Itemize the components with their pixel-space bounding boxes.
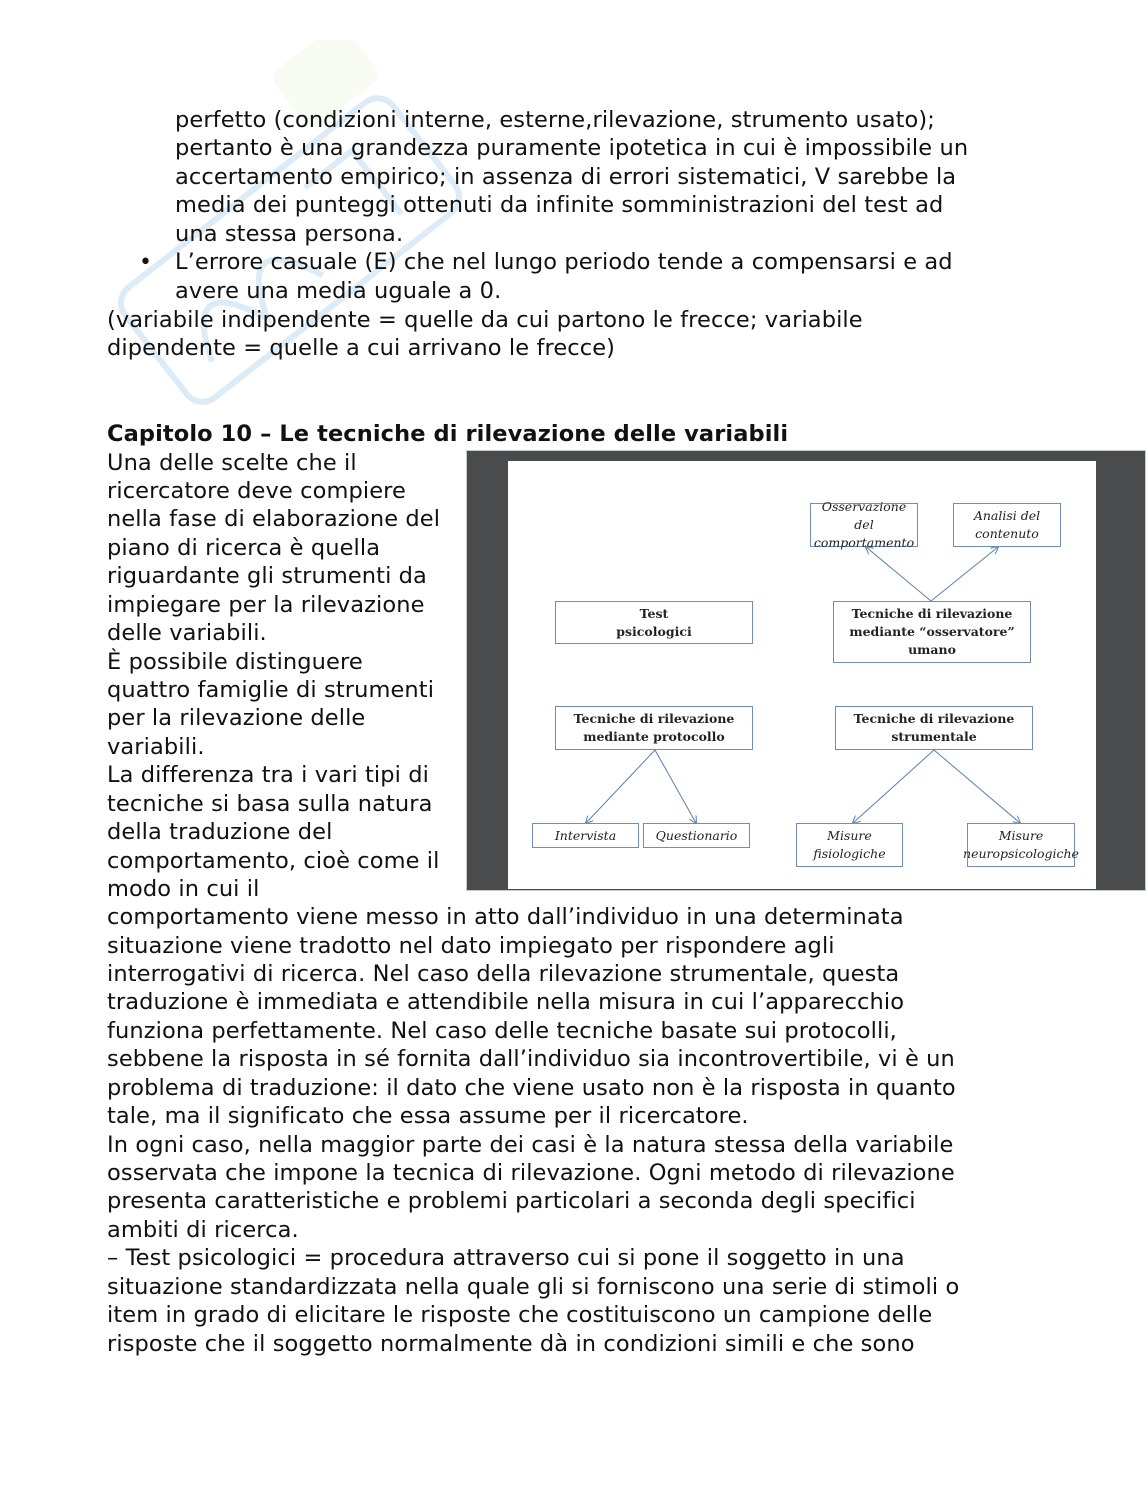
box-label: Tecniche di rilevazione (853, 711, 1015, 726)
box-label: mediante protocollo (583, 729, 725, 744)
box-label: Analisi del (973, 508, 1041, 523)
side-text-line: tecniche si basa sulla natura (107, 791, 433, 817)
note-line: dipendente = quelle a cui arrivano le frecce) (107, 335, 616, 361)
side-text-line: riguardante gli strumenti da (107, 563, 427, 589)
bullet-text-line: L’errore casuale (E) che nel lungo periodo tende a compensarsi e ad (175, 249, 953, 275)
body-text-line: – Test psicologici = procedura attraverso cui si pone il soggetto in una (107, 1245, 905, 1271)
observation-box (810, 499, 918, 550)
box-label: strumentale (891, 729, 977, 744)
bullet-text-line: avere una media uguale a 0. (175, 278, 502, 304)
body-text-line: presenta caratteristiche e problemi particolari a seconda degli specifici (107, 1188, 916, 1214)
body-text-line: sebbene la risposta in sé fornita dall’individuo sia incontrovertibile, vi è un (107, 1046, 955, 1072)
human-observer-box (833, 601, 1031, 663)
questionnaire-box (643, 823, 750, 848)
side-text-line: quattro famiglie di strumenti (107, 677, 435, 703)
body-text-line: tale, ma il significato che essa assume per il ricercatore. (107, 1103, 749, 1129)
box-label: neuropsicologiche (963, 846, 1079, 861)
body-text-line: traduzione è immediata e attendibile nella misura in cui l’apparecchio (107, 989, 905, 1015)
body-text-line: situazione standardizzata nella quale gli si forniscono una serie di stimoli o (107, 1274, 960, 1300)
box-label: psicologici (616, 623, 692, 639)
physiological-box (796, 823, 903, 867)
chapter-title: Capitolo 10 – Le tecniche di rilevazione delle variabili (107, 421, 789, 447)
text-line: media dei punteggi ottenuti da infinite somministrazioni del test ad (175, 192, 944, 218)
text-line: una stessa persona. (175, 221, 404, 247)
interview-box (532, 823, 639, 848)
text-line: accertamento empirico; in assenza di errori sistematici, V sarebbe la (175, 164, 957, 190)
box-label: fisiologiche (813, 846, 886, 861)
side-text-line: Una delle scelte che il (107, 450, 357, 476)
box-label: Tecniche di rilevazione (573, 711, 735, 726)
side-text-line: per la rilevazione delle (107, 705, 366, 731)
body-text-line: interrogativi di ricerca. Nel caso della rilevazione strumentale, questa (107, 961, 900, 987)
box-label: Questionario (655, 827, 738, 843)
body-text-line: item in grado di elicitare le risposte che costituiscono un campione delle (107, 1302, 933, 1328)
side-text-line: comportamento, cioè come il (107, 848, 440, 874)
bullet-marker: • (139, 250, 152, 275)
box-label: Osservazione del (821, 499, 907, 532)
box-label: comportamento (813, 535, 915, 550)
side-text-line: La differenza tra i vari tipi di (107, 762, 429, 788)
box-label: Test (639, 605, 669, 621)
box-label: Misure (827, 828, 872, 843)
side-text-line: variabili. (107, 734, 205, 760)
box-label: Tecniche di rilevazione (851, 606, 1013, 621)
body-text-line: funziona perfettamente. Nel caso delle tecniche basate sui protocolli, (107, 1018, 897, 1044)
side-text-line: modo in cui il (107, 876, 260, 902)
side-text-line: della traduzione del (107, 819, 333, 845)
note-line: (variabile indipendente = quelle da cui partono le frecce; variabile (107, 307, 863, 333)
body-text-line: situazione viene tradotto nel dato impiegato per rispondere agli (107, 933, 835, 959)
body-text-line: ambiti di ricerca. (107, 1217, 299, 1243)
side-text-line: È possibile distinguere (107, 649, 363, 675)
body-text-line: osservata che impone la tecnica di rilevazione. Ogni metodo di rilevazione (107, 1160, 955, 1186)
text-line: pertanto è una grandezza puramente ipotetica in cui è impossibile un (175, 135, 969, 161)
neuropsych-box (963, 823, 1079, 867)
box-label: contenuto (975, 526, 1039, 541)
side-text-line: impiegare per la rilevazione (107, 592, 425, 618)
instrumental-box (835, 706, 1033, 750)
box-label: Intervista (554, 827, 617, 843)
text-line: perfetto (condizioni interne, esterne,rilevazione, strumento usato); (175, 107, 935, 133)
diagram-slide (508, 461, 1096, 889)
body-text-line: risposte che il soggetto normalmente dà in condizioni simili e che sono (107, 1331, 915, 1357)
box-label: Misure (998, 828, 1044, 843)
box-label: mediante “osservatore” (849, 624, 1015, 639)
psych-tests-box (555, 601, 753, 644)
side-text-line: nella fase di elaborazione del (107, 506, 441, 532)
side-text-line: delle variabili. (107, 620, 267, 646)
side-text-line: ricercatore deve compiere (107, 478, 406, 504)
body-text-line: In ogni caso, nella maggior parte dei casi è la natura stessa della variabile (107, 1132, 954, 1158)
content-analysis-box (953, 503, 1061, 547)
protocol-box (555, 706, 753, 750)
body-text-line: problema di traduzione: il dato che viene usato non è la risposta in quanto (107, 1075, 956, 1101)
diagram-figure (466, 450, 1146, 891)
box-label: umano (908, 642, 956, 657)
body-text-line: comportamento viene messo in atto dall’individuo in una determinata (107, 904, 904, 930)
side-text-line: piano di ricerca è quella (107, 535, 381, 561)
